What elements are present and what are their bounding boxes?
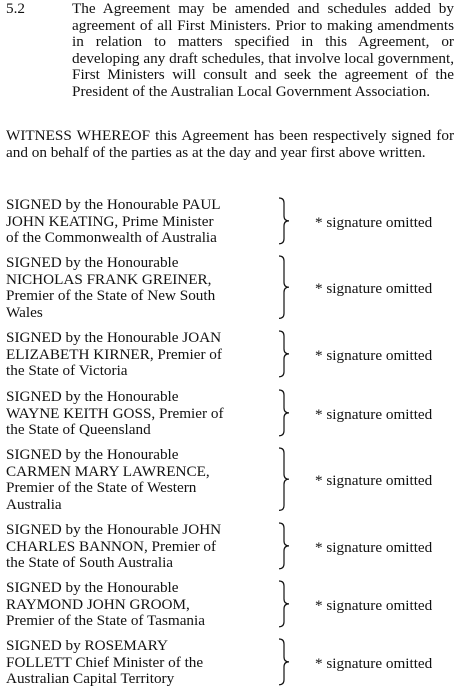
signatory-line: SIGNED by the Honourable PAUL	[6, 196, 221, 213]
signature-block	[6, 580, 456, 630]
clause-number: 5.2	[6, 0, 25, 17]
signatory-line: SIGNED by the Honourable JOAN	[6, 329, 222, 346]
signature-block	[6, 389, 456, 439]
signatory-line: SIGNED by the Honourable	[6, 579, 179, 596]
signatory-text	[6, 638, 276, 688]
signatory-text	[6, 522, 276, 572]
signature-block	[6, 522, 456, 572]
signatory-line: the State of Queensland	[6, 421, 151, 439]
signatory-line: WAYNE KEITH GOSS, Premier of	[6, 404, 224, 422]
signature-omitted-note: * signature omitted	[315, 279, 433, 297]
signatory-text	[6, 197, 276, 247]
signature-omitted-note: * signature omitted	[315, 213, 433, 231]
signatory-line: CHARLES BANNON, Premier of	[6, 537, 217, 555]
brace-path	[279, 581, 289, 627]
signatory-line: SIGNED by the Honourable	[6, 254, 179, 271]
brace-path	[279, 639, 289, 685]
signatory-text	[6, 330, 276, 380]
signatory-line: the State of South Australia	[6, 554, 174, 572]
signature-block	[6, 330, 456, 380]
witness-statement: WITNESS WHEREOF this Agreement has been respectively signed for and on behalf of the parties as at the day and year first above written.	[6, 127, 454, 161]
signature-omitted-note: * signature omitted	[315, 346, 433, 364]
signatory-line: JOHN KEATING, Prime Minister	[6, 212, 214, 230]
signatory-line: ELIZABETH KIRNER, Premier of	[6, 345, 222, 363]
brace-path	[279, 523, 289, 569]
signatory-line: NICHOLAS FRANK GREINER,	[6, 270, 212, 288]
signatory-text	[6, 580, 276, 630]
signature-omitted-note: * signature omitted	[315, 596, 433, 614]
signatory-line: SIGNED by ROSEMARY	[6, 637, 169, 654]
signature-block	[6, 447, 456, 513]
signature-block	[6, 638, 456, 688]
signature-omitted-note: * signature omitted	[315, 471, 433, 489]
right-brace	[277, 197, 291, 245]
brace-path	[279, 390, 289, 436]
signature-block	[6, 197, 456, 247]
signatory-line: Australia	[6, 495, 62, 513]
clause-text: The Agreement may be amended and schedules added by agreement of all First Ministers. Prior to making amendments in relation to matters specified in this Agreement, or developing any draft schedules, that involve local government, First Ministers will consult and seek the agreement of the President of the Australian Local Government Association.	[72, 0, 454, 100]
right-brace	[277, 255, 291, 319]
signatory-line: Australian Capital Territory	[6, 670, 175, 688]
signatory-text	[6, 447, 276, 513]
signatory-line: SIGNED by the Honourable JOHN	[6, 521, 222, 538]
brace-path	[279, 198, 289, 244]
right-brace	[277, 389, 291, 437]
signatory-line: Premier of the State of Western	[6, 479, 197, 497]
brace-path	[279, 448, 289, 510]
signatory-line: SIGNED by the Honourable	[6, 446, 179, 463]
signatory-line: SIGNED by the Honourable	[6, 388, 179, 405]
signatory-line: Premier of the State of New South	[6, 287, 216, 305]
brace-path	[279, 331, 289, 377]
right-brace	[277, 522, 291, 570]
signatory-line: the State of Victoria	[6, 362, 128, 380]
signature-omitted-note: * signature omitted	[315, 538, 433, 556]
signatory-line: Premier of the State of Tasmania	[6, 612, 205, 630]
signatory-line: FOLLETT Chief Minister of the	[6, 653, 204, 671]
signature-omitted-note: * signature omitted	[315, 405, 433, 423]
right-brace	[277, 330, 291, 378]
signatory-line: RAYMOND JOHN GROOM,	[6, 595, 190, 613]
right-brace	[277, 580, 291, 628]
right-brace	[277, 447, 291, 511]
signatory-text	[6, 389, 276, 439]
signatory-line: CARMEN MARY LAWRENCE,	[6, 462, 210, 480]
signatory-text	[6, 255, 276, 321]
signature-block	[6, 255, 456, 321]
brace-path	[279, 256, 289, 318]
signature-omitted-note: * signature omitted	[315, 654, 433, 672]
signatory-line: Wales	[6, 303, 43, 321]
right-brace	[277, 638, 291, 686]
signatory-line: of the Commonwealth of Australia	[6, 229, 217, 247]
